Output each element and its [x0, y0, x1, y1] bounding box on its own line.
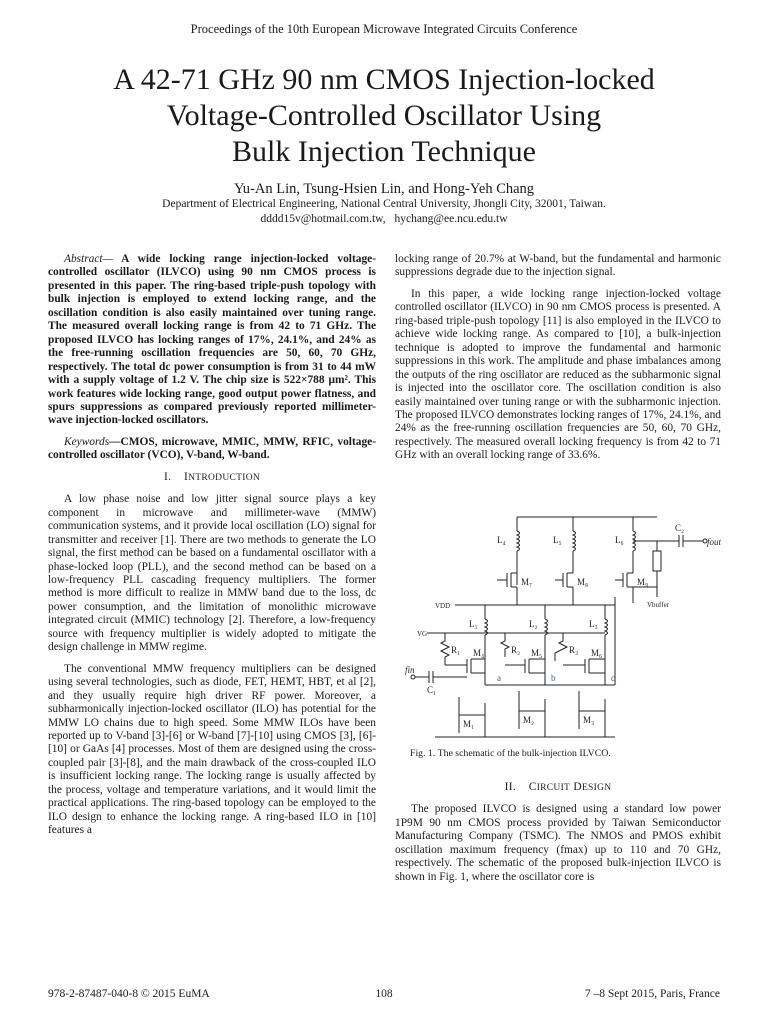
- keywords-text: —CMOS, microwave, MMIC, MMW, RFIC, voltage-controlled oscillator (VCO), V-band, W-band.: [48, 435, 376, 462]
- label-VDD: VDD: [435, 602, 451, 610]
- label-L2: L₂: [529, 619, 538, 629]
- label-VG: VG: [417, 630, 428, 638]
- author-emails: [0, 213, 768, 225]
- right-paragraph-continued: locking range of 20.7% at W-band, but the fundamental and harmonic suppressions degrade due to the injection signal.: [395, 253, 721, 279]
- label-M9: M₉: [637, 577, 649, 587]
- paper-title: [60, 62, 708, 170]
- left-column: [48, 253, 376, 846]
- figure-1-caption: Fig. 1. The schematic of the bulk-injection ILVCO.: [410, 748, 611, 759]
- running-head: Proceedings of the 10th European Microwave Integrated Circuits Conference: [190, 22, 578, 36]
- abstract-label: Abstract—: [64, 253, 113, 265]
- label-M7: M₇: [521, 577, 533, 587]
- label-M3: M₃: [583, 715, 595, 725]
- figure-1-schematic: [405, 515, 721, 743]
- label-M8: M₈: [577, 577, 589, 587]
- label-M5: M₅: [531, 648, 543, 658]
- footer-page-number: 108: [375, 988, 393, 1000]
- label-M4: M₄: [473, 648, 485, 658]
- section-2-paragraph-1: The proposed ILVCO is designed using a standard low power 1P9M 90 nm CMOS process provided by Taiwan Semiconductor Manufacturing Company (TSMC). The NMOS and PMOS exhibit oscillation maximum frequency (fmax) up to 110 and 70 GHz, respectively. The schematic of the proposed bulk-injection ILVCO is shown in Fig. 1, where the oscillator core is: [395, 803, 721, 883]
- section-2-title-first-1: C: [528, 781, 537, 793]
- label-L5: L₅: [553, 535, 562, 545]
- section-1-paragraph-1: A low phase noise and low jitter signal source plays a key component in microwave and millimeter-wave (MMW) communication systems, and it provide local oscillation (LO) signal for transmitter and receiver [1]. There are two methods to generate the LO signal, the first method can be based on a fundamental oscillator with a phase-locked loop (PLL), and the second method can be based on a low-frequency PLL cascading frequency multipliers. The former method is more difficult to realize in MMW band due to the loss, dc power consumption, and the limitation of monolithic microwave integrated circuit (MMIC) technology [2]. Therefore, a low-frequency source with frequency multiplier is widely adopted to mitigate the design challenge in MMW regime.: [48, 493, 376, 654]
- label-M2: M₂: [523, 715, 535, 725]
- affiliation: Department of Electrical Engineering, National Central University, Jhongli City, 32001, Taiwan.: [162, 198, 606, 210]
- abstract: [48, 253, 376, 428]
- label-C1: C₁: [427, 685, 437, 695]
- label-L1: L₁: [469, 619, 478, 629]
- section-2-title-first-2: D: [573, 781, 582, 793]
- label-node-c: c: [611, 673, 615, 683]
- keywords-label: Keywords: [64, 435, 110, 448]
- label-R1: R₁: [451, 645, 461, 655]
- label-node-a: a: [497, 673, 501, 683]
- label-C2: C₂: [675, 523, 685, 533]
- email-1[interactable]: dddd15v@hotmail.com.tw,: [260, 213, 386, 225]
- right-paragraph-2: In this paper, a wide locking range injection-locked voltage controlled oscillator (ILVCO) in 90 nm CMOS process is presented. A ring-based triple-push topology [11] is also employed in the ILVCO to achieve wide locking range. As compared to [10], a bulk-injection technique is adopted to improve the fundamental and harmonic suppressions in this work. The amplitude and phase imbalances among the outputs of the ring oscillator are reduced as the subharmonic signal is injected into the oscillator core. The oscillation condition is also easily maintained over tuning range or with the subharmonic injection. The proposed ILVCO demonstrates locking ranges of 17%, 24.1%, and 24% as the free-running oscillation frequencies are 50, 60, 70 GHz, respectively. The measured overall locking frequency is from 42 to 71 GHz with an overall locking range of 33.6%.: [395, 287, 721, 462]
- title-line-3: Bulk Injection Technique: [232, 135, 536, 168]
- title-line-1: A 42-71 GHz 90 nm CMOS Injection-locked: [113, 63, 655, 96]
- label-M6: M₆: [591, 648, 603, 658]
- section-1-heading: [48, 471, 376, 485]
- footer-isbn: 978-2-87487-040-8 © 2015 EuMA: [48, 988, 210, 1000]
- footer-date-location: 7 –8 Sept 2015, Paris, France: [584, 988, 720, 1000]
- label-R2: R₂: [511, 645, 521, 655]
- abstract-text: A wide locking range injection-locked voltage-controlled oscillator (ILVCO) using 90 nm CMOS process is presented in this paper. The ring-based triple-push topology with bulk injection is employed to extend locking range, and the oscillation condition is also easily maintained over tuning range. The measured overall locking range is from 42 to 71 GHz. The proposed ILVCO has locking ranges of 17%, 24.1%, and 24% as the free-running oscillation frequencies are 50, 60, 70 GHz, respectively. The total dc power consumption is from 31 to 44 mW with a supply voltage of 1.2 V. The chip size is 522×788 μm². This work features wide locking range, good output power flatness, and spurs suppressions as compared previously reported millimeter-wave injection-locked oscillators.: [48, 253, 376, 427]
- label-fout: fout: [707, 537, 721, 547]
- title-line-2: Voltage-Controlled Oscillator Using: [166, 99, 602, 132]
- section-1-title-first: I: [183, 470, 189, 483]
- label-L3: L₃: [589, 619, 598, 629]
- label-R3: R₃: [569, 645, 579, 655]
- section-1-number: I.: [163, 470, 172, 483]
- author-list: Yu-An Lin, Tsung-Hsien Lin, and Hong-Yeh Chang: [233, 181, 535, 197]
- email-2[interactable]: hychang@ee.ncu.edu.tw: [394, 213, 508, 225]
- section-2-number: II.: [504, 781, 516, 793]
- right-column-lower: [395, 775, 721, 892]
- keywords: [48, 436, 376, 463]
- right-column: [395, 253, 721, 471]
- label-L6: L₆: [615, 535, 624, 545]
- section-1-paragraph-2: The conventional MMW frequency multipliers can be designed using several technologies, such as diode, FET, HEMT, HBT, et al [2], and they usually require high driver RF power. Moreover, a subharmonically injection-locked oscillator (ILO) has potential for the MMW LO chains due to high speed. Some MMW ILOs have been reported up to V-band [3]-[6] or W-band [7]-[10] using CMOS [3], [6]-[10] or GaAs [4] processes. Most of them are designed using the cross-coupled pair [3]-[8], and the main drawback of the cross-coupled ILO is insufficient locking range. The locking range is usually affected by the process, voltage and temperature variations, and it would limit the practical applications. The ring-based topology can be employed to the ILO design to enhance the locking range. A ring-based ILO in [10] features a: [48, 662, 376, 837]
- label-M1: M₁: [463, 719, 475, 729]
- section-1-title-rest: NTRODUCTION: [188, 472, 261, 483]
- section-2-heading: [395, 781, 721, 795]
- label-Vbuffer: Vbuffer: [647, 601, 670, 609]
- label-L4: L₄: [497, 535, 506, 545]
- section-2-title-rest-2: ESIGN: [581, 783, 612, 793]
- label-node-b: b: [551, 673, 556, 683]
- label-fin: fin: [405, 665, 415, 675]
- section-2-title-rest-1: IRCUIT: [536, 783, 571, 793]
